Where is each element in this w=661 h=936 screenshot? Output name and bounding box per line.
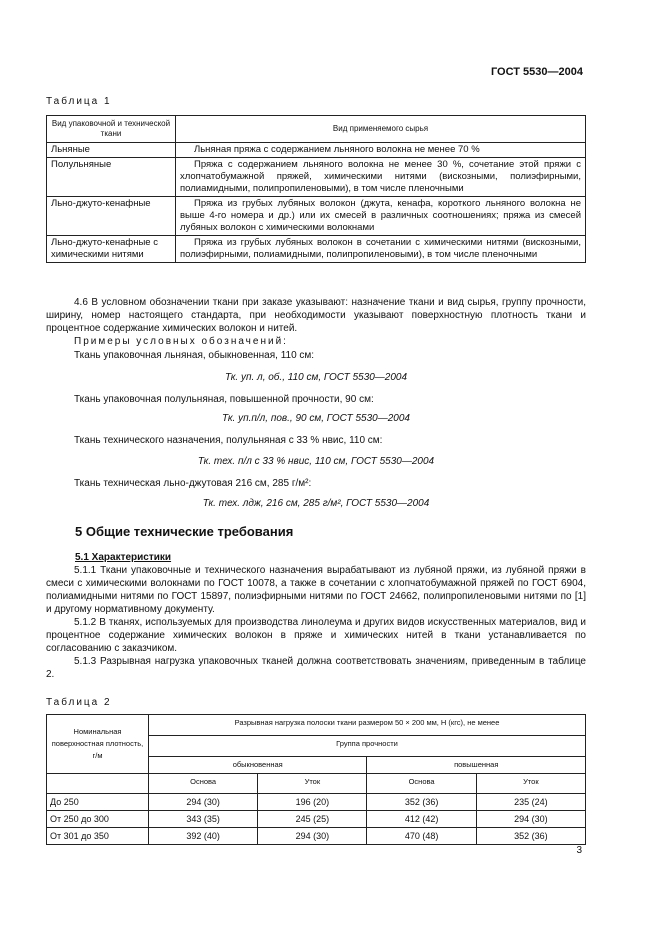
sub-header-warp: Основа [149,774,258,794]
section-5-1-body [46,564,586,681]
table2-main-header: Разрывная нагрузка полоски ткани размером 50 × 200 мм, Н (кгс), не менее [149,715,586,736]
page-number: 3 [576,845,582,856]
value-cell: 235 (24) [476,794,585,811]
sub-header-warp: Основа [367,774,476,794]
material: Пряжа из грубых лубяных волокон в сочетании с химическими нитями (вискозными, полиэфирными, полиамидными, полипропиленовыми), в том числе пленочными [176,236,586,263]
table-row [47,794,586,811]
section-5-1-title: 5.1 Характеристики [75,552,172,563]
value-cell: 392 (40) [149,828,258,845]
value-cell: 470 (48) [367,828,476,845]
value-cell: 196 (20) [258,794,367,811]
sub-header-weft: Уток [258,774,367,794]
section-4-6-text: 4.6 В условном обозначении ткани при заказе указывают: назначение ткани и вид сырья, группу прочности, ширину, номер настоящего стандарта, при необходимости указывают поверхностную плотность ткани и процентное содержание химических волокон и нитей. [46,297,586,334]
table-row [47,236,586,263]
material: Льняная пряжа с содержанием льняного волокна не менее 70 % [176,143,586,158]
density-cell: От 250 до 300 [47,811,149,828]
table2-caption: Таблица 2 [46,697,112,708]
material: Пряжа из грубых лубяных волокон (джута, кенафа, короткого льняного волокна не выше 4-го номера и др.) или их смесей в различных соотношениях; пряжа из смесей лубяных волокон с химическими волокнами [176,197,586,236]
value-cell: 352 (36) [476,828,585,845]
standard-header: ГОСТ 5530—2004 [490,66,583,78]
example-2-code: Тк. уп.п/л, пов., 90 см, ГОСТ 5530—2004 [222,413,410,424]
group-high-header: повышенная [367,757,586,774]
fabric-type: Льно-джуто-кенафные с химическими нитями [47,236,176,263]
density-cell: От 301 до 350 [47,828,149,845]
table-row [47,143,586,158]
table1-col1-header: Вид упаковочной и технической ткани [47,116,176,143]
value-cell: 412 (42) [367,811,476,828]
fabric-type: Льно-джуто-кенафные [47,197,176,236]
table1-header-row [47,116,586,143]
value-cell: 352 (36) [367,794,476,811]
table2-density-header: Номинальная поверхностная плотность, г/м [47,715,149,774]
fabric-type: Льняные [47,143,176,158]
example-1-code: Тк. уп. л, об., 110 см, ГОСТ 5530—2004 [224,372,408,383]
section-4-6 [46,296,586,348]
table1 [46,115,586,263]
examples-title: Примеры условных обозначений: [74,336,288,347]
table1-caption: Таблица 1 [46,96,112,107]
value-cell: 294 (30) [149,794,258,811]
value-cell: 294 (30) [476,811,585,828]
section-5-title: 5 Общие технические требования [75,524,294,539]
table-row [47,158,586,197]
example-4-desc: Ткань техническая льно-джутовая 216 см, 285 г/м²: [74,478,312,489]
value-cell: 245 (25) [258,811,367,828]
value-cell: 343 (35) [149,811,258,828]
para-5-1-2: 5.1.2 В тканях, используемых для производства линолеума и других видов искусственных материалов, вид и процентное содержание химических волокон в пряже и химических нитей в ткани устанавливается по согласованию с заказчиком. [46,617,586,654]
fabric-type: Полульняные [47,158,176,197]
para-5-1-3: 5.1.3 Разрывная нагрузка упаковочных тканей должна соответствовать значениям, приведенным в таблице 2. [46,656,586,680]
table2 [46,714,586,845]
table-row [47,811,586,828]
table-row [47,197,586,236]
example-3-code: Тк. тех. п/л с 33 % нвис, 110 см, ГОСТ 5530—2004 [197,456,435,467]
table1-col2-header: Вид применяемого сырья [176,116,586,143]
density-cell: До 250 [47,794,149,811]
example-3-desc: Ткань технического назначения, полульняная с 33 % нвис, 110 см: [74,435,383,446]
sub-header-weft: Уток [476,774,585,794]
example-1-desc: Ткань упаковочная льняная, обыкновенная, 110 см: [74,350,315,361]
example-2-desc: Ткань упаковочная полульняная, повышенной прочности, 90 см: [74,394,374,405]
example-4-code: Тк. тех. лдж, 216 см, 285 г/м², ГОСТ 5530—2004 [202,498,430,509]
table-row [47,828,586,845]
material: Пряжа с содержанием льняного волокна не менее 30 %, сочетание этой пряжи с хлопчатобумажной пряжей, химическими нитями (вискозными, полиэфирными, полиамидными, полипропиленовыми), в том числе пленочными [176,158,586,197]
group-normal-header: обыкновенная [149,757,367,774]
para-5-1-1: 5.1.1 Ткани упаковочные и технического назначения вырабатывают из лубяной пряжи, из лубяной пряжи в смеси с химическими волокнами по ГОСТ 10078, а также в сочетании с хлопчатобумажной пряжей по ГОСТ 6904, полиамидными нитями по ГОСТ 15897, полиэфирными нитями по ГОСТ 24662, полипропиленовыми нитями по [1] и другому нормативному документу. [46,565,586,615]
value-cell: 294 (30) [258,828,367,845]
strength-group-header: Группа прочности [149,736,586,757]
